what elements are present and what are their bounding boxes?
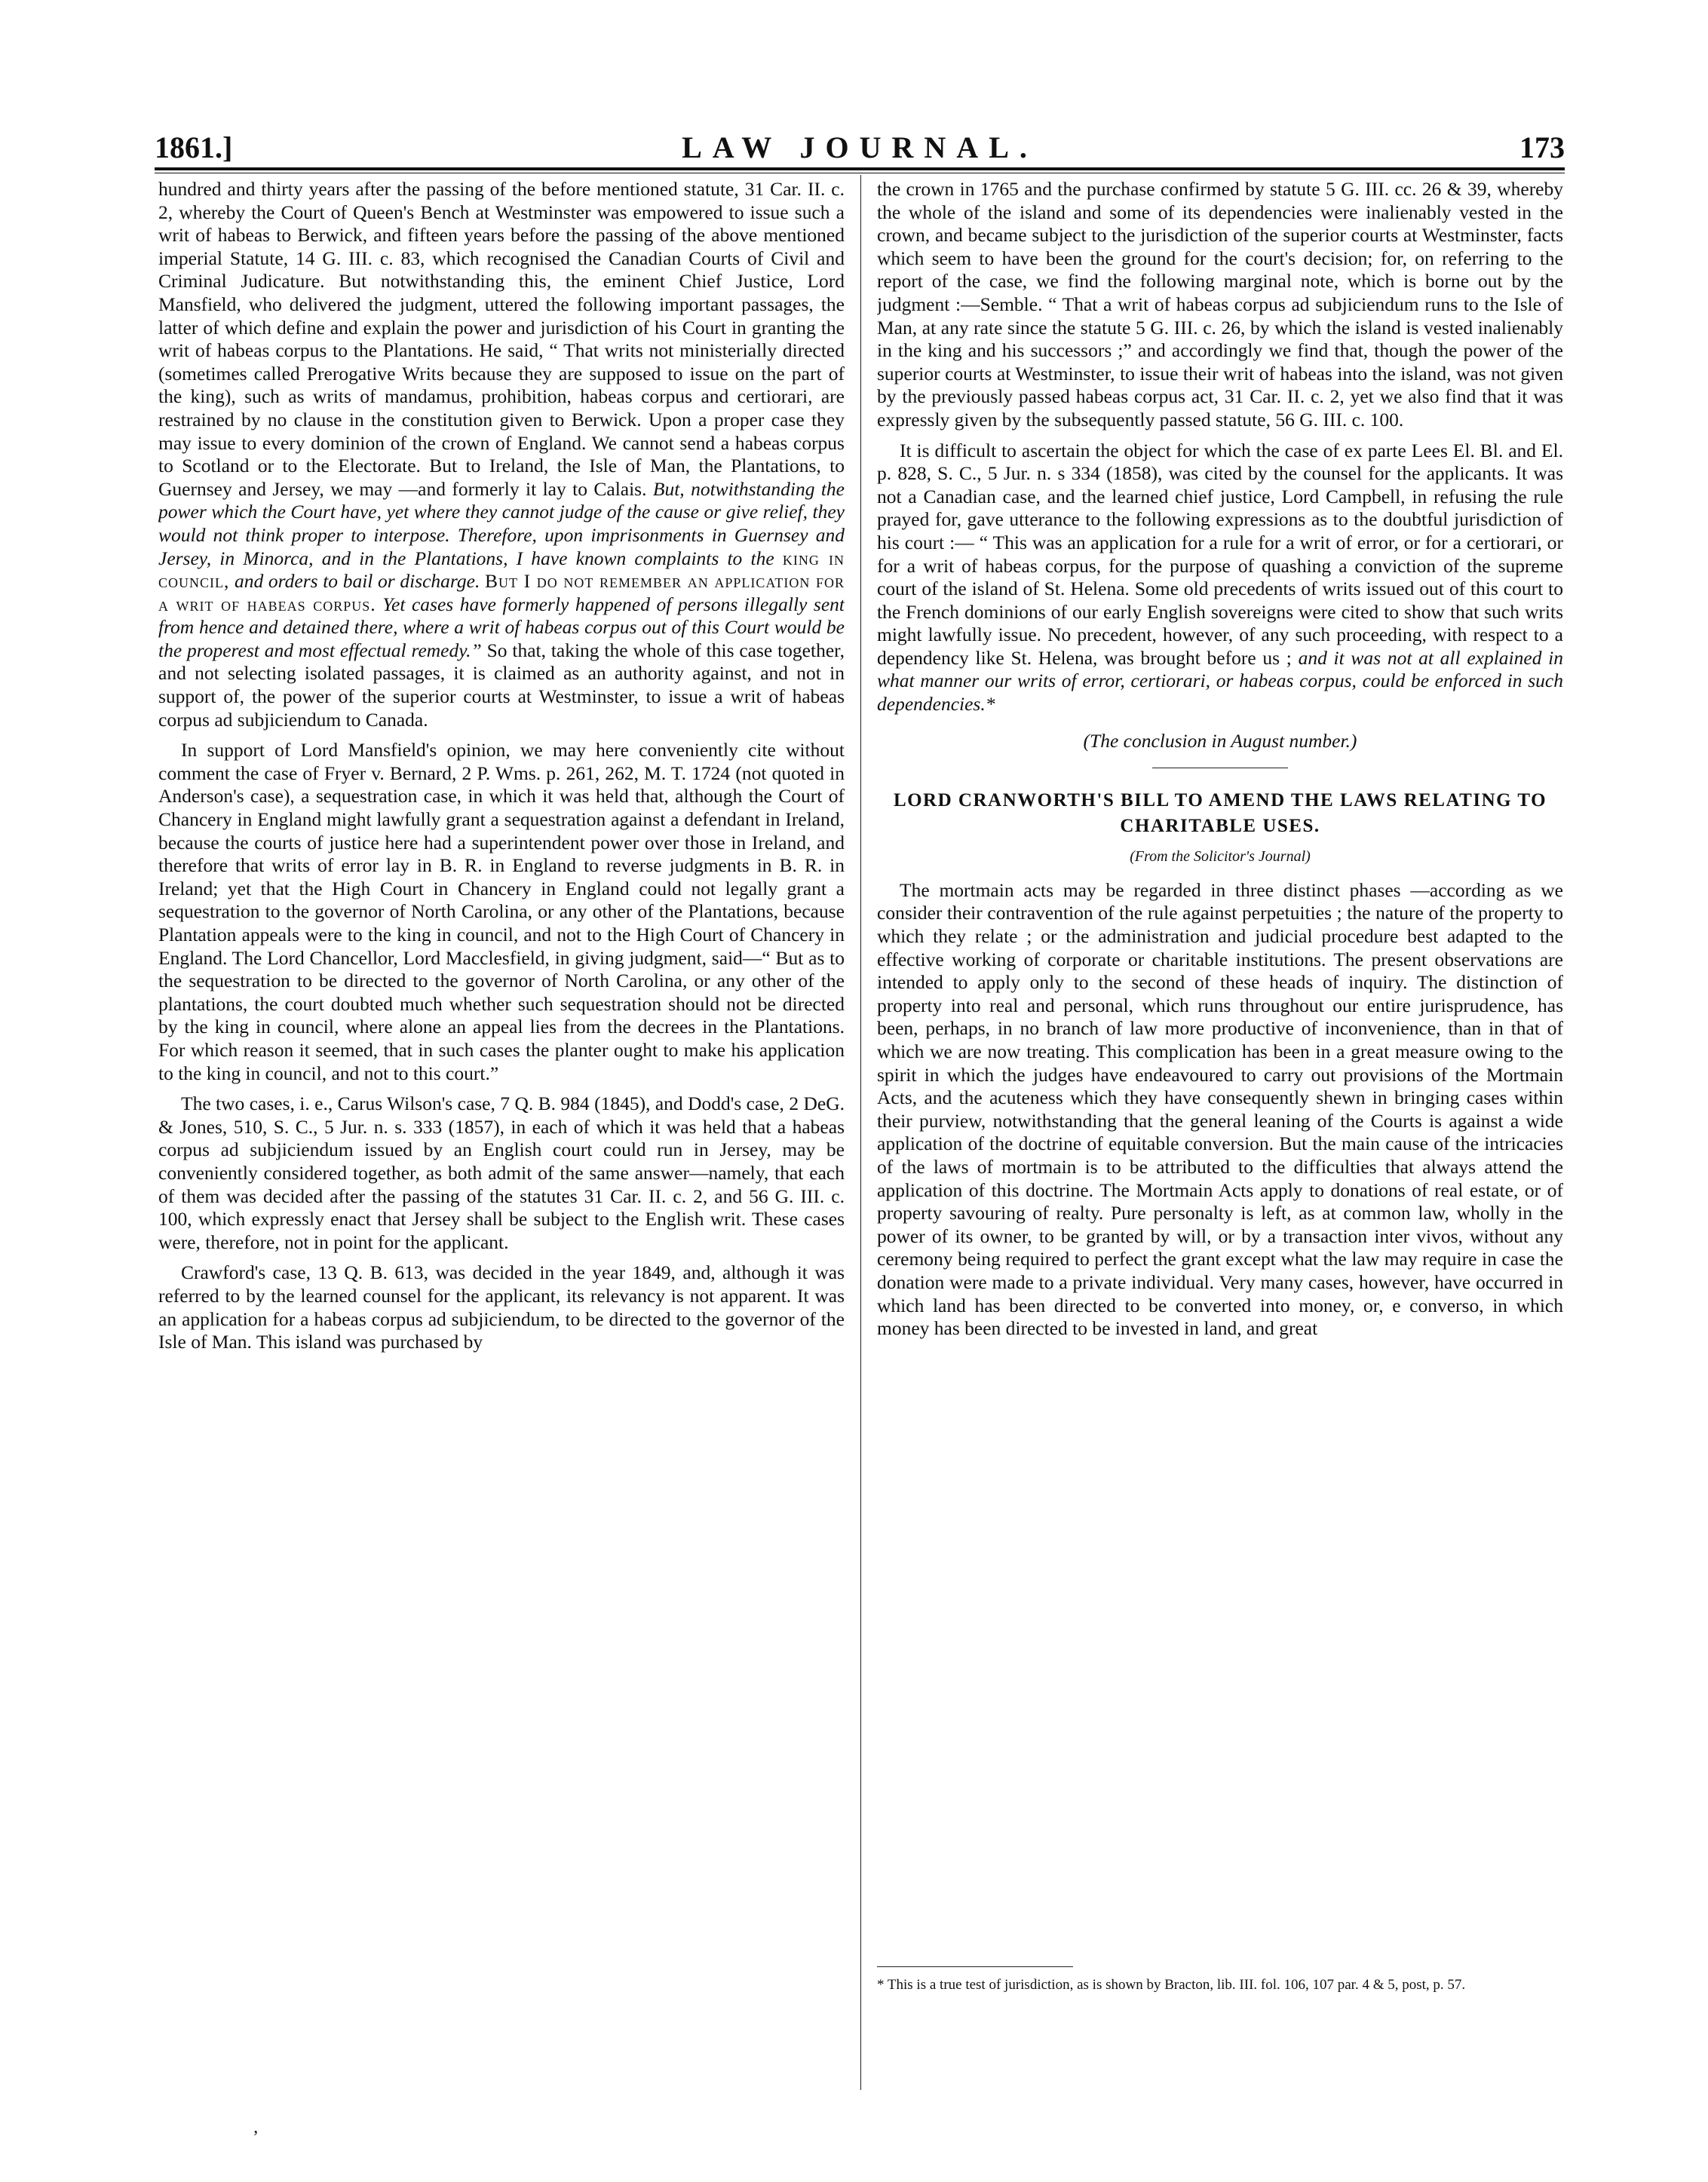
text-run-smallcaps: But I do not remember an application for a writ of habeas corpus. <box>158 570 845 615</box>
left-column <box>158 178 845 2108</box>
right-paragraph-1: the crown in 1765 and the purchase confirmed by statute 5 G. III. cc. 26 & 39, whereby the whole of the island and some of its dependencies were inalienably vested in the crown, and became subject to the jurisdiction of the superior courts at Westminster, facts which seem to have been the ground for the court's decision; for, on referring to the report of the case, we find the following marginal note, which is borne out by the judgment :—Semble. “ That a writ of habeas corpus ad subjiciendum runs to the Isle of Man, at any rate since the statute 5 G. III. c. 26, by which the island is vested inalienably in the king and his successors ;” and accordingly we find that, though the power of the superior courts at Westminster, to issue their writ of habeas into the island, was not given by the previously passed habeas corpus act, 31 Car. II. c. 2, yet we also find that it was expressly given by the subsequently passed statute, 56 G. III. c. 100. <box>877 178 1563 431</box>
text-run-italic: and it was not at all explained in what manner our writs of error, certiorari, or habeas corpus, could be enforced in such dependencies.* <box>877 646 1563 716</box>
text-run-italic: But, notwithstanding the power which the Court have, yet where they cannot judge of the cause or give relief, they would not think proper to interpose. Therefore, upon imprisonments in Guernsey and Jersey, in Minorca, and in the Plantations, I have known complaints to the <box>158 477 845 569</box>
journal-title: LAW JOURNAL. <box>682 130 1038 164</box>
footnote-rule <box>877 1966 1073 1967</box>
header-year: 1861.] <box>155 130 233 164</box>
stray-mark: ’ <box>253 2128 259 2147</box>
text-run-italic: Yet cases have formerly happened of persons illegally sent from hence and detained there, where a writ of habeas corpus out of this Court would be the properest and most effectual remedy.” <box>158 593 845 661</box>
left-paragraph-4: Crawford's case, 13 Q. B. 613, was decided in the year 1849, and, although it was referred to by the learned counsel for the applicant, its relevancy is not apparent. It was an application for a habeas corpus ad subjiciendum, to be directed to the governor of the Isle of Man. This island was purchased by <box>158 1261 845 1353</box>
header-rule <box>155 167 1565 173</box>
continuation-note: (The conclusion in August number.) <box>1083 729 1357 752</box>
text-run-italic: and orders to bail or discharge. <box>235 570 480 593</box>
page-number: 173 <box>1519 130 1565 164</box>
right-paragraph-3: The mortmain acts may be regarded in three distinct phases —according as we consider their contravention of the rule against perpetuities ; the nature of the property to which they relate ; or the administration and judicial procedure best adapted to the effective working of corporate or charitable institutions. The present observations are intended to apply only to the second of these heads of inquiry. The distinction of property into real and personal, which runs throughout our entire jurisprudence, has been, perhaps, in no branch of law more productive of inconvenience, than in that of which we are now treating. This complication has been in a great measure owing to the spirit in which the judges have endeavoured to carry out provisions of the Mortmain Acts, and the acuteness which they have consequently shewn in bringing cases within their purview, notwithstanding that the general leaning of the Courts is against a wide application of the doctrine of equitable conversion. But the main cause of the intricacies of the laws of mortmain is to be attributed to the difficulties that always attend the application of this doctrine. The Mortmain Acts apply to donations of real estate, or of property savouring of realty. Pure personalty is left, as at common law, wholly in the power of its owner, to be granted by will, or by a transaction inter vivos, without any ceremony being required to perfect the grant except what the law may require in case the donation were made to a private individual. Very many cases, however, have occurred in which land has been directed to be converted into money, or, e converso, in which money has been directed to be invested in land, and great <box>877 878 1563 1340</box>
text-run: So that, taking the whole of this case together, and not selecting isolated passages, it is claimed as an authority against, and not in support of, the power of the superior courts at Westminster, to issue a writ of habeas corpus ad subjiciendum to Canada. <box>158 639 845 731</box>
running-head <box>155 127 1565 169</box>
column-divider <box>860 175 861 2090</box>
right-paragraph-2 <box>877 440 1563 716</box>
text-run: It is difficult to ascertain the object for which the case of ex parte Lees El. Bl. and El. p. 828, S. C., 5 Jur. n. s 334 (1858), was cited by the counsel for the applicants. It was not a Canadian case, and the learned chief justice, Lord Campbell, in refusing the rule prayed for, gave utterance to the following expressions as to the doubtful jurisdiction of his court :— “ This was an application for a rule for a writ of error, or for a certiorari, or for a writ of habeas corpus, for the purpose of quashing a conviction of the supreme court of the island of St. Helena. Some old precedents of writs issued out of this court to the French dominions of our early English sovereigns were cited to show that such writs might lawfully issue. No precedent, however, of any such proceeding, with respect to a dependency like St. Helena, was brought before us ; <box>877 439 1563 669</box>
footnote: * This is a true test of jurisdiction, as is shown by Bracton, lib. III. fol. 106, 107 par. 4 & 5, post, p. 57. <box>877 1977 1466 1993</box>
article-title: LORD CRANWORTH'S BILL TO AMEND THE LAWS RELATING TO CHARITABLE USES. <box>893 790 1547 837</box>
text-run-smallcaps: king in council, <box>158 547 845 593</box>
left-paragraph-3: The two cases, i. e., Carus Wilson's case, 7 Q. B. 984 (1845), and Dodd's case, 2 DeG. & Jones, 510, S. C., 5 Jur. n. s. 333 (1857), in each of which it was held that a habeas corpus ad subjiciendum issued by an English court could run in Jersey, may be conveniently considered together, as both admit of the same answer—namely, that each of them was decided after the passing of the statutes 31 Car. II. c. 2, and 56 G. III. c. 100, which expressly enact that Jersey shall be subject to the English writ. These cases were, therefore, not in point for the applicant. <box>158 1093 845 1253</box>
text-run: hundred and thirty years after the passing of the before mentioned statute, 31 Car. II. c. 2, whereby the Court of Queen's Bench at Westminster was empowered to issue such a writ of habeas to Berwick, and fifteen years before the passing of the above mentioned imperial Statute, 14 G. III. c. 83, which recognised the Canadian Courts of Civil and Criminal Judicature. But notwithstanding this, the eminent Chief Justice, Lord Mansfield, who delivered the judgment, uttered the following important passages, the latter of which define and explain the power and jurisdiction of his Court in granting the writ of habeas corpus to the Plantations. He said, “ That writs not ministerially directed (sometimes called Prerogative Writs because they are supposed to issue on the part of the king), such as writs of mandamus, prohibition, habeas corpus and certiorari, are restrained by no clause in the constitution given to Berwick. Upon a proper case they may issue to every dominion of the crown of England. We cannot send a habeas corpus to Scotland or to the Electorate. But to Ireland, the Isle of Man, the Plantations, to Guernsey and Jersey, we may —and formerly it lay to Calais. <box>158 178 845 500</box>
article-source: (From the Solicitor's Journal) <box>1130 848 1311 866</box>
footnote-area <box>877 1966 1563 1994</box>
right-column <box>877 178 1563 2108</box>
left-paragraph-1 <box>158 178 845 731</box>
left-paragraph-2: In support of Lord Mansfield's opinion, we may here conveniently cite without comment the case of Fryer v. Bernard, 2 P. Wms. p. 261, 262, M. T. 1724 (not quoted in Anderson's case), a sequestration case, in which it was held that, although the Court of Chancery in England might lawfully grant a sequestration against a defendant in Ireland, because the courts of justice here had a superintendent power over those in Ireland, and therefore that writs of error lay in B. R. in England to reverse judgments in B. R. in Ireland; yet that the High Court in Chancery in England could not legally grant a sequestration to the governor of North Carolina, or any other of the Plantations, because Plantation appeals were to the king in council, and not to the High Court of Chancery in England. The Lord Chancellor, Lord Macclesfield, in giving judgment, said—“ But as to the sequestration to be directed to the governor of North Carolina, or any other of the plantations, the court doubted much whether such sequestration should not be directed by the king in council, where alone an appeal lies from the decrees in the Plantations. For which reason it seemed, that in such cases the planter ought to make his application to the king in council, and not to this court.” <box>158 739 845 1084</box>
